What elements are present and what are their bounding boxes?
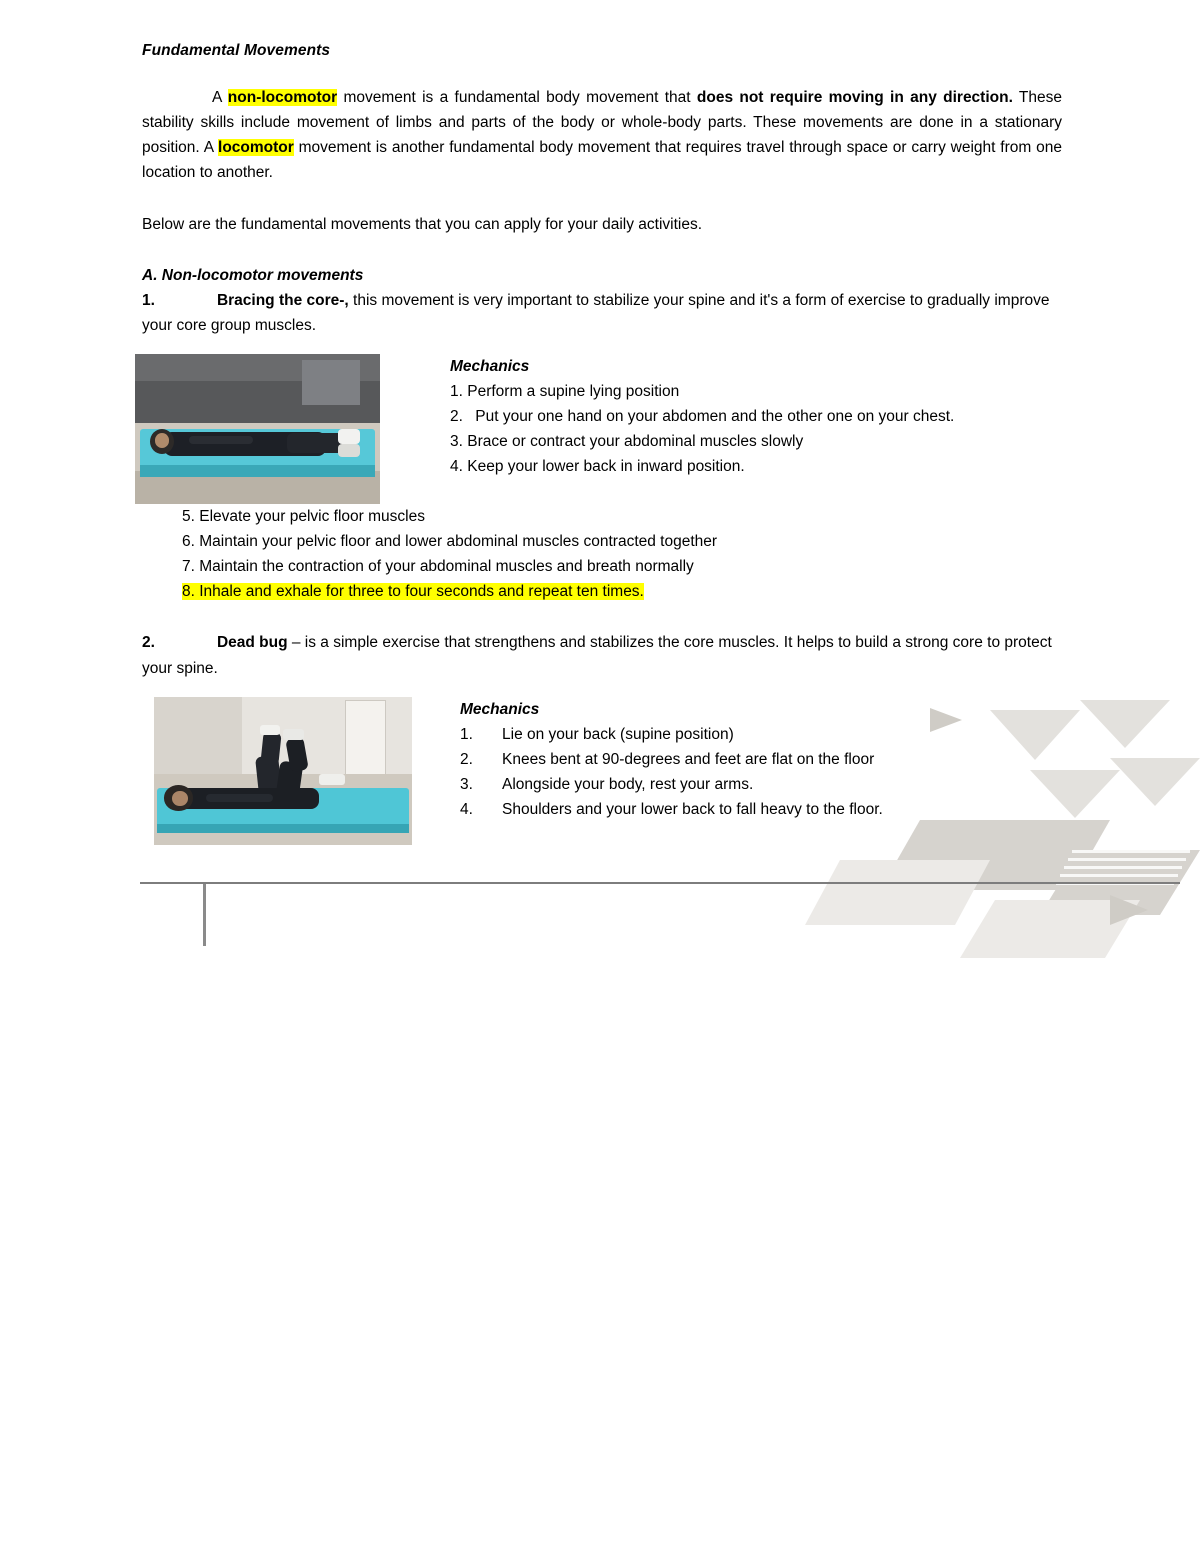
item-1-figure-block	[142, 354, 1062, 504]
item-2-mechanics-line-4	[460, 797, 1062, 822]
mech-1-5-num: 5.	[182, 507, 195, 525]
intro-bold-1: does not require moving in any direction.	[696, 89, 1013, 107]
mech-1-1-text: Perform a supine lying position	[467, 383, 680, 401]
mech-1-8-num: 8.	[182, 583, 195, 601]
document-body	[142, 38, 1062, 845]
item-2-description: – is a simple exercise that strengthens and stabilizes the core muscles. It helps to build a strong core to protect your spine.	[142, 634, 1052, 677]
mech-2-2-text: Knees bent at 90-degrees and feet are flat on the floor	[502, 750, 875, 768]
item-1-mechanics-line-6	[182, 529, 1062, 554]
mech-1-3-num: 3.	[450, 433, 463, 451]
item-2-figure-block	[142, 697, 1062, 845]
page-title: Fundamental Movements	[142, 42, 331, 59]
item-2-term: Dead bug	[216, 634, 288, 652]
mech-1-7-text: Maintain the contraction of your abdominal muscles and breath normally	[199, 558, 694, 576]
intro-lead: A	[212, 89, 228, 107]
mech-2-3-text: Alongside your body, rest your arms.	[502, 775, 754, 793]
item-2-mechanics-line-3	[460, 772, 1062, 797]
item-1-mechanics-title: Mechanics	[450, 357, 530, 375]
mech-1-3-text: Brace or contract your abdominal muscles slowly	[467, 433, 804, 451]
mech-1-4-text: Keep your lower back in inward position.	[467, 458, 745, 476]
item-1-mechanics-line-1	[450, 379, 1062, 404]
intro-seg-2: These stability skills include movement of limbs and parts of the body or whole-body parts. These movements are done in a stationary position. A	[142, 89, 1063, 157]
mech-2-1-num: 1.	[460, 725, 473, 743]
mech-1-2-num: 2.	[450, 408, 463, 426]
mech-1-8-text: Inhale and exhale for three to four seconds and repeat ten times.	[199, 583, 644, 601]
item-2-mechanics-line-1	[460, 722, 1062, 747]
item-1-mechanics-line-3	[450, 429, 1062, 454]
horizontal-rule	[140, 882, 1180, 884]
mech-1-4-num: 4.	[450, 458, 463, 476]
item-1-mechanics-line-4	[450, 454, 1062, 479]
highlight-non-locomotor: non-locomotor	[227, 89, 338, 107]
mech-1-2-text: Put your one hand on your abdomen and the other one on your chest.	[475, 408, 955, 426]
item-1-mechanics-line-7	[182, 554, 1062, 579]
mech-2-1-text: Lie on your back (supine position)	[502, 725, 734, 743]
item-2-mechanics-line-2	[460, 747, 1062, 772]
mech-1-6-num: 6.	[182, 533, 195, 551]
item-1-mechanics-line-2	[450, 404, 1062, 429]
mech-1-7-num: 7.	[182, 558, 195, 576]
item-2-mechanics-title: Mechanics	[460, 700, 540, 718]
mech-1-6-text: Maintain your pelvic floor and lower abdominal muscles contracted together	[199, 533, 718, 551]
mech-2-3-num: 3.	[460, 775, 473, 793]
item-2-paragraph	[142, 630, 1062, 680]
item-1-term: Bracing the core-,	[216, 291, 349, 309]
item-2-number: 2.	[142, 634, 155, 652]
lead-in-paragraph: Below are the fundamental movements that you can apply for your daily activities.	[142, 215, 703, 233]
mech-1-5-text: Elevate your pelvic floor muscles	[199, 507, 425, 525]
mech-1-1-num: 1.	[450, 383, 463, 401]
item-1-mechanics-continued	[182, 504, 1062, 604]
mech-2-4-text: Shoulders and your lower back to fall heavy to the floor.	[502, 801, 883, 819]
item-1-paragraph	[142, 288, 1062, 338]
item-1-mechanics-line-8	[182, 579, 1062, 604]
intro-seg-1: movement is a fundamental body movement that	[337, 89, 697, 107]
vertical-rule	[203, 884, 206, 946]
intro-paragraph	[142, 85, 1062, 185]
item-1-number: 1.	[142, 291, 155, 309]
section-a-heading: A. Non-locomotor movements	[142, 266, 364, 284]
item-1-description: this movement is very important to stabilize your spine and it's a form of exercise to gradually improve your core group muscles.	[142, 291, 1050, 334]
item-1-mechanics-line-5	[182, 504, 1062, 529]
mech-2-4-num: 4.	[460, 801, 473, 819]
supine-bracing-core-photo	[135, 354, 380, 504]
intro-seg-3: movement is another fundamental body movement that requires travel through space or carry weight from one location to another.	[142, 139, 1062, 182]
dead-bug-exercise-photo	[154, 697, 412, 845]
highlight-locomotor: locomotor	[218, 139, 294, 157]
mech-2-2-num: 2.	[460, 750, 473, 768]
